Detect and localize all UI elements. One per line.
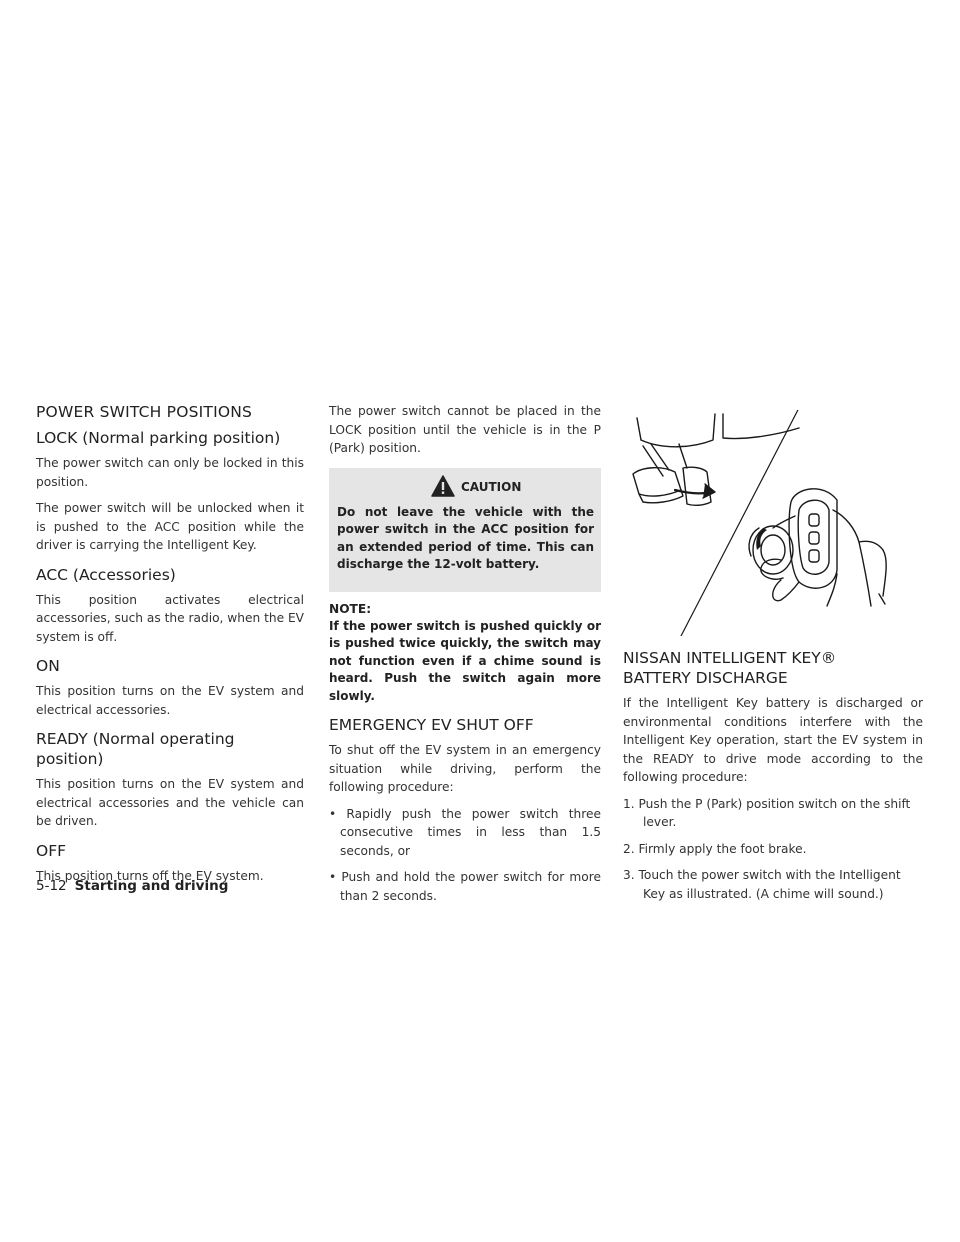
caution-title: CAUTION [461,479,522,494]
page-footer [36,878,228,894]
off-paragraph: This position turns off the EV system. [36,868,264,883]
note-text: If the power switch is pushed quickly or is pushed twice quickly, the switch may not function even if a chime sound is heard. Push the switch again more slowly. [329,618,601,703]
middle-column [329,402,601,913]
key-battery-paragraph: If the Intelligent Key battery is discharged or environmental conditions interfere with the Intelligent Key operation, start the EV system in the READY to drive mode according to the following procedure: [623,696,923,784]
key-touch-power-switch-drawing [623,410,923,636]
emergency-paragraph: To shut off the EV system in an emergency situation while driving, perform the following procedure: [329,743,601,794]
key-battery-heading-line1: NISSAN INTELLIGENT KEY® [623,649,837,667]
note-block [329,602,601,706]
procedure-step-3: 3. Touch the power switch with the Intelligent Key as illustrated. (A chime will sound.) [623,868,901,901]
caution-text: Do not leave the vehicle with the power switch in the ACC position for an extended period of time. This can discharge the 12-volt battery. [337,504,594,571]
acc-paragraph: This position activates electrical accessories, such as the radio, when the EV system is off. [36,592,304,644]
procedure-step-2: 2. Firmly apply the foot brake. [623,841,807,856]
on-paragraph: This position turns on the EV system and electrical accessories. [36,684,304,717]
caution-header [337,474,594,500]
on-heading: ON [36,657,60,675]
caution-box [329,468,601,592]
lock-heading: LOCK (Normal parking position) [36,429,281,447]
left-column [36,402,304,893]
acc-heading: ACC (Accessories) [36,565,176,584]
ready-heading: READY (Normal operating position) [36,730,235,768]
note-label: NOTE: [329,601,372,616]
section-name: Starting and driving [74,878,229,894]
right-column [623,410,923,911]
warning-icon [431,475,455,497]
intelligent-key-illustration [623,410,923,636]
key-battery-heading-line2: BATTERY DISCHARGE [623,669,788,687]
emergency-bullet-1: • Rapidly push the power switch three consecutive times in less than 1.5 seconds, or [329,806,601,858]
ready-paragraph: This position turns on the EV system and electrical accessories and the vehicle can be driven. [36,777,304,828]
procedure-step-1: 1. Push the P (Park) position switch on the shift lever. [623,796,911,829]
key-battery-heading [623,648,923,688]
lock-paragraph-1: The power switch can only be locked in this position. [36,456,304,489]
section-title: POWER SWITCH POSITIONS [36,403,253,421]
page-number: 5-12 [36,878,67,894]
lock-intro-paragraph: The power switch cannot be placed in the LOCK position until the vehicle is in the P (Park) position. [329,404,601,455]
off-heading: OFF [36,841,67,860]
lock-paragraph-2: The power switch will be unlocked when it is pushed to the ACC position while the driver is carrying the Intelligent Key. [36,501,304,552]
emergency-heading: EMERGENCY EV SHUT OFF [329,716,534,734]
emergency-bullet-2: • Push and hold the power switch for more than 2 seconds. [329,870,601,903]
